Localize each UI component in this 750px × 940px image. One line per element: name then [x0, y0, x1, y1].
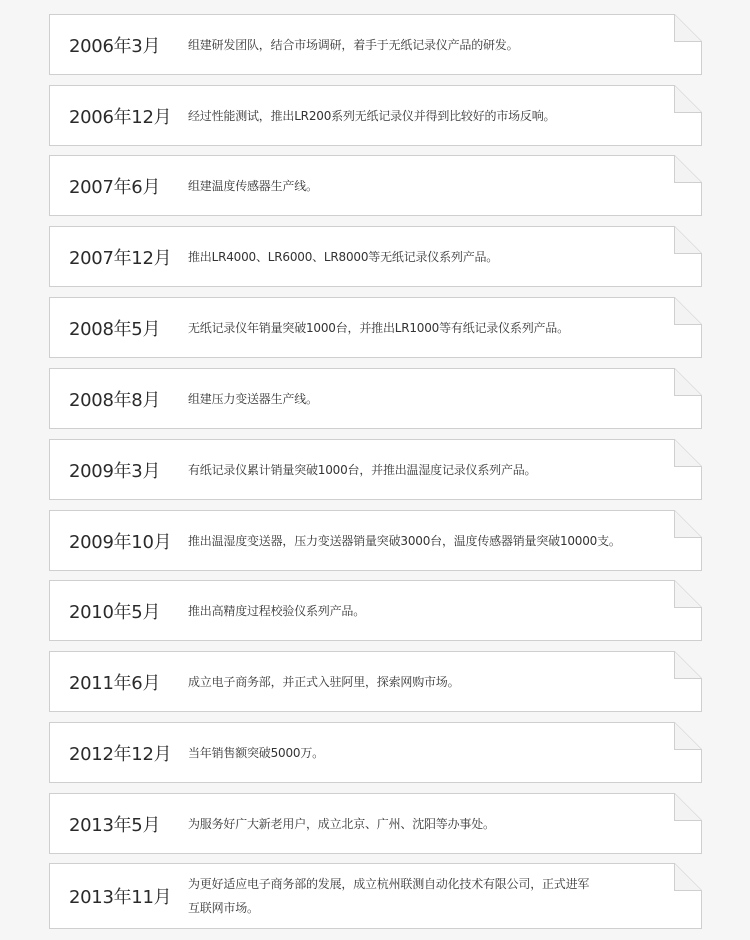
event-date: 2006年12月	[69, 106, 172, 128]
event-date: 2011年6月	[69, 672, 161, 694]
timeline-card	[49, 297, 702, 358]
event-date: 2013年5月	[69, 814, 161, 836]
event-date: 2012年12月	[69, 743, 172, 765]
timeline-card	[49, 793, 702, 854]
event-description: 推出LR4000、LR6000、LR8000等无纸记录仪系列产品。	[188, 249, 499, 264]
event-description: 组建研发团队，结合市场调研，着手于无纸记录仪产品的研发。	[188, 37, 519, 52]
event-description: 推出温湿度变送器，压力变送器销量突破3000台，温度传感器销量突破10000支。	[188, 533, 621, 548]
timeline-card	[49, 722, 702, 783]
event-description: 有纸记录仪累计销量突破1000台，并推出温湿度记录仪系列产品。	[188, 462, 537, 477]
event-date: 2013年11月	[69, 887, 172, 908]
event-description: 组建温度传感器生产线。	[188, 178, 318, 193]
event-date: 2008年5月	[69, 318, 161, 340]
event-date: 2008年8月	[69, 389, 161, 411]
event-description: 组建压力变送器生产线。	[188, 391, 318, 406]
event-description: 无纸记录仪年销量突破1000台，并推出LR1000等有纸记录仪系列产品。	[188, 320, 569, 335]
event-description: 当年销售额突破5000万。	[188, 745, 324, 760]
event-date: 2007年12月	[69, 247, 172, 269]
event-description: 成立电子商务部，并正式入驻阿里，探索网购市场。	[188, 674, 460, 689]
event-description: 为服务好广大新老用户，成立北京、广州、沈阳等办事处。	[188, 816, 495, 831]
event-date: 2009年3月	[69, 460, 161, 482]
timeline-card	[49, 863, 702, 929]
timeline-card	[49, 439, 702, 500]
timeline-card	[49, 580, 702, 641]
timeline-card	[49, 226, 702, 287]
event-date: 2006年3月	[69, 35, 161, 57]
timeline-card	[49, 14, 702, 75]
timeline-card	[49, 368, 702, 429]
event-date: 2009年10月	[69, 531, 172, 553]
timeline-card	[49, 510, 702, 571]
event-description-line: 互联网市场。	[188, 901, 259, 915]
event-date: 2007年6月	[69, 176, 161, 198]
timeline-card	[49, 85, 702, 146]
event-description-line: 为更好适应电子商务部的发展，成立杭州联测自动化技术有限公司，正式进军	[188, 877, 590, 891]
event-description	[188, 863, 688, 929]
event-description: 经过性能测试，推出LR200系列无纸记录仪并得到比较好的市场反响。	[188, 108, 556, 123]
timeline-card	[49, 155, 702, 216]
event-date: 2010年5月	[69, 601, 161, 623]
timeline-card	[49, 651, 702, 712]
event-description: 推出高精度过程校验仪系列产品。	[188, 603, 366, 618]
